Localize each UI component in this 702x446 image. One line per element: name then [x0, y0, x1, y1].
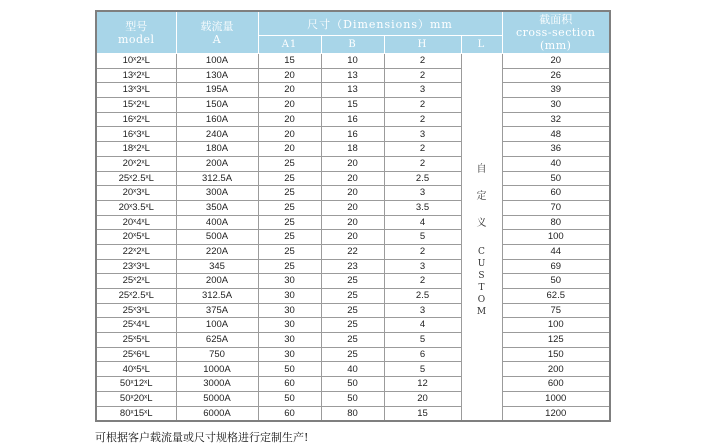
b-cell: 25: [321, 333, 384, 348]
h-cell: 20: [384, 391, 461, 406]
model-cell: 20ˣ4ˣL: [96, 215, 176, 230]
h-cell: 2: [384, 244, 461, 259]
model-cell: 18ˣ2ˣL: [96, 142, 176, 157]
l-custom-zh-char: 义: [476, 218, 487, 230]
a1-cell: 20: [258, 83, 321, 98]
col-header-model-en: model: [117, 32, 155, 46]
a1-cell: 30: [258, 303, 321, 318]
a1-cell: 25: [258, 259, 321, 274]
col-header-model: [96, 11, 176, 54]
table-row: [96, 289, 610, 304]
model-cell: 50ˣ12ˣL: [96, 377, 176, 392]
current-cell: 500A: [176, 230, 258, 245]
h-cell: 5: [384, 230, 461, 245]
current-cell: 750: [176, 347, 258, 362]
b-cell: 23: [321, 259, 384, 274]
a1-cell: 30: [258, 333, 321, 348]
b-cell: 18: [321, 142, 384, 157]
cross-section-cell: 39: [502, 83, 610, 98]
current-cell: 3000A: [176, 377, 258, 392]
b-cell: 50: [321, 377, 384, 392]
table-row: [96, 377, 610, 392]
col-header-l: L: [461, 36, 502, 54]
h-cell: 2.5: [384, 289, 461, 304]
b-cell: 25: [321, 303, 384, 318]
col-header-b: B: [321, 36, 384, 54]
cross-section-cell: 1000: [502, 391, 610, 406]
table-row: [96, 406, 610, 421]
model-cell: 16ˣ3ˣL: [96, 127, 176, 142]
b-cell: 13: [321, 68, 384, 83]
col-header-current-zh: 载流量: [200, 19, 234, 33]
table-row: [96, 244, 610, 259]
l-custom-gap: [462, 237, 502, 246]
col-header-a1: A1: [258, 36, 321, 54]
h-cell: 3: [384, 303, 461, 318]
current-cell: 200A: [176, 156, 258, 171]
a1-cell: 25: [258, 200, 321, 215]
table-row: [96, 230, 610, 245]
spec-table: [95, 10, 611, 422]
current-cell: 180A: [176, 142, 258, 157]
current-cell: 625A: [176, 333, 258, 348]
l-custom-zh-char: 定: [476, 191, 487, 203]
b-cell: 16: [321, 112, 384, 127]
current-cell: 6000A: [176, 406, 258, 421]
a1-cell: 25: [258, 171, 321, 186]
table-row: [96, 215, 610, 230]
cross-section-cell: 80: [502, 215, 610, 230]
col-header-cross-unit: (mm): [540, 39, 572, 52]
col-header-dimensions: 尺寸（Dimensions）mm: [258, 11, 502, 36]
cross-section-cell: 60: [502, 186, 610, 201]
b-cell: 20: [321, 171, 384, 186]
h-cell: 4: [384, 215, 461, 230]
cross-section-cell: 125: [502, 333, 610, 348]
b-cell: 20: [321, 200, 384, 215]
l-custom-en-char: T: [478, 283, 485, 294]
cross-section-cell: 200: [502, 362, 610, 377]
h-cell: 2.5: [384, 171, 461, 186]
a1-cell: 20: [258, 68, 321, 83]
l-custom-en-char: O: [477, 295, 486, 306]
model-cell: 25ˣ3ˣL: [96, 303, 176, 318]
a1-cell: 30: [258, 318, 321, 333]
cross-section-cell: 48: [502, 127, 610, 142]
table-row: [96, 83, 610, 98]
h-cell: 2: [384, 98, 461, 113]
model-cell: 23ˣ3ˣL: [96, 259, 176, 274]
l-custom-en-char: U: [477, 259, 486, 270]
h-cell: 2: [384, 274, 461, 289]
cross-section-cell: 75: [502, 303, 610, 318]
col-header-model-zh: 型号: [125, 19, 148, 33]
b-cell: 20: [321, 186, 384, 201]
h-cell: 12: [384, 377, 461, 392]
col-header-current-en: A: [212, 32, 222, 46]
model-cell: 13ˣ3ˣL: [96, 83, 176, 98]
current-cell: 5000A: [176, 391, 258, 406]
table-row: [96, 142, 610, 157]
a1-cell: 25: [258, 186, 321, 201]
b-cell: 40: [321, 362, 384, 377]
table-body: [96, 54, 610, 422]
table-row: [96, 68, 610, 83]
a1-cell: 25: [258, 230, 321, 245]
model-cell: 20ˣ3.5ˣL: [96, 200, 176, 215]
h-cell: 4: [384, 318, 461, 333]
table-row: [96, 54, 610, 69]
table-row: [96, 318, 610, 333]
model-cell: 15ˣ2ˣL: [96, 98, 176, 113]
current-cell: 345: [176, 259, 258, 274]
a1-cell: 25: [258, 156, 321, 171]
b-cell: 20: [321, 215, 384, 230]
current-cell: 312.5A: [176, 289, 258, 304]
model-cell: 13ˣ2ˣL: [96, 68, 176, 83]
b-cell: 20: [321, 156, 384, 171]
model-cell: 16ˣ2ˣL: [96, 112, 176, 127]
cross-section-cell: 50: [502, 274, 610, 289]
table-row: [96, 171, 610, 186]
col-header-cross-en: cross-section: [515, 26, 596, 39]
cross-section-cell: 100: [502, 318, 610, 333]
h-cell: 5: [384, 362, 461, 377]
h-cell: 6: [384, 347, 461, 362]
table-row: [96, 347, 610, 362]
table-row: [96, 186, 610, 201]
current-cell: 300A: [176, 186, 258, 201]
cross-section-cell: 44: [502, 244, 610, 259]
table-row: [96, 303, 610, 318]
model-cell: 22ˣ2ˣL: [96, 244, 176, 259]
cross-section-cell: 600: [502, 377, 610, 392]
footer-note: 可根据客户载流量或尺寸规格进行定制生产!: [95, 431, 309, 445]
a1-cell: 15: [258, 54, 321, 69]
h-cell: 2: [384, 54, 461, 69]
a1-cell: 60: [258, 377, 321, 392]
table-row: [96, 98, 610, 113]
a1-cell: 25: [258, 215, 321, 230]
cross-section-cell: 50: [502, 171, 610, 186]
a1-cell: 20: [258, 112, 321, 127]
h-cell: 5: [384, 333, 461, 348]
h-cell: 3: [384, 259, 461, 274]
cross-section-cell: 32: [502, 112, 610, 127]
model-cell: 25ˣ6ˣL: [96, 347, 176, 362]
table-row: [96, 259, 610, 274]
current-cell: 200A: [176, 274, 258, 289]
model-cell: 25ˣ4ˣL: [96, 318, 176, 333]
current-cell: 312.5A: [176, 171, 258, 186]
current-cell: 160A: [176, 112, 258, 127]
cross-section-cell: 150: [502, 347, 610, 362]
h-cell: 2: [384, 112, 461, 127]
model-cell: 25ˣ2ˣL: [96, 274, 176, 289]
b-cell: 20: [321, 230, 384, 245]
b-cell: 25: [321, 318, 384, 333]
table-row: [96, 112, 610, 127]
b-cell: 80: [321, 406, 384, 421]
table-row: [96, 200, 610, 215]
model-cell: 10ˣ2ˣL: [96, 54, 176, 69]
cross-section-cell: 36: [502, 142, 610, 157]
current-cell: 130A: [176, 68, 258, 83]
h-cell: 3: [384, 186, 461, 201]
b-cell: 16: [321, 127, 384, 142]
col-header-cross-section: [502, 11, 610, 54]
a1-cell: 30: [258, 274, 321, 289]
model-cell: 20ˣ3ˣL: [96, 186, 176, 201]
b-cell: 25: [321, 289, 384, 304]
model-cell: 20ˣ5ˣL: [96, 230, 176, 245]
current-cell: 350A: [176, 200, 258, 215]
current-cell: 220A: [176, 244, 258, 259]
cross-section-cell: 26: [502, 68, 610, 83]
model-cell: 25ˣ2.5ˣL: [96, 289, 176, 304]
h-cell: 3: [384, 83, 461, 98]
a1-cell: 20: [258, 98, 321, 113]
l-custom-zh-char: 自: [476, 164, 487, 176]
l-custom-en-char: C: [478, 247, 485, 258]
current-cell: 195A: [176, 83, 258, 98]
col-header-cross-zh: 截面积: [539, 13, 573, 26]
cross-section-cell: 1200: [502, 406, 610, 421]
table-row: [96, 391, 610, 406]
cross-section-cell: 40: [502, 156, 610, 171]
a1-cell: 20: [258, 142, 321, 157]
model-cell: 40ˣ5ˣL: [96, 362, 176, 377]
cross-section-cell: 69: [502, 259, 610, 274]
h-cell: 3.5: [384, 200, 461, 215]
model-cell: 25ˣ5ˣL: [96, 333, 176, 348]
current-cell: 150A: [176, 98, 258, 113]
current-cell: 1000A: [176, 362, 258, 377]
b-cell: 25: [321, 347, 384, 362]
table-row: [96, 127, 610, 142]
current-cell: 240A: [176, 127, 258, 142]
cross-section-cell: 70: [502, 200, 610, 215]
h-cell: 15: [384, 406, 461, 421]
a1-cell: 30: [258, 289, 321, 304]
current-cell: 375A: [176, 303, 258, 318]
table-row: [96, 333, 610, 348]
table-row: [96, 362, 610, 377]
table-row: [96, 274, 610, 289]
b-cell: 15: [321, 98, 384, 113]
col-header-current: [176, 11, 258, 54]
current-cell: 100A: [176, 54, 258, 69]
b-cell: 13: [321, 83, 384, 98]
model-cell: 20ˣ2ˣL: [96, 156, 176, 171]
h-cell: 2: [384, 142, 461, 157]
table-row: [96, 156, 610, 171]
model-cell: 25ˣ2.5ˣL: [96, 171, 176, 186]
cross-section-cell: 30: [502, 98, 610, 113]
a1-cell: 60: [258, 406, 321, 421]
h-cell: 2: [384, 68, 461, 83]
model-cell: 50ˣ20ˣL: [96, 391, 176, 406]
b-cell: 10: [321, 54, 384, 69]
b-cell: 50: [321, 391, 384, 406]
cross-section-cell: 62.5: [502, 289, 610, 304]
model-cell: 80ˣ15ˣL: [96, 406, 176, 421]
a1-cell: 30: [258, 347, 321, 362]
cross-section-cell: 100: [502, 230, 610, 245]
a1-cell: 50: [258, 391, 321, 406]
cross-section-cell: 20: [502, 54, 610, 69]
table-header: [96, 11, 610, 54]
h-cell: 3: [384, 127, 461, 142]
l-custom-en-char: M: [476, 307, 487, 318]
col-header-h: H: [384, 36, 461, 54]
current-cell: 400A: [176, 215, 258, 230]
a1-cell: 20: [258, 127, 321, 142]
b-cell: 22: [321, 244, 384, 259]
l-custom-en-char: S: [478, 271, 485, 282]
b-cell: 25: [321, 274, 384, 289]
a1-cell: 50: [258, 362, 321, 377]
current-cell: 100A: [176, 318, 258, 333]
l-custom-cell: [461, 54, 502, 422]
a1-cell: 25: [258, 244, 321, 259]
h-cell: 2: [384, 156, 461, 171]
